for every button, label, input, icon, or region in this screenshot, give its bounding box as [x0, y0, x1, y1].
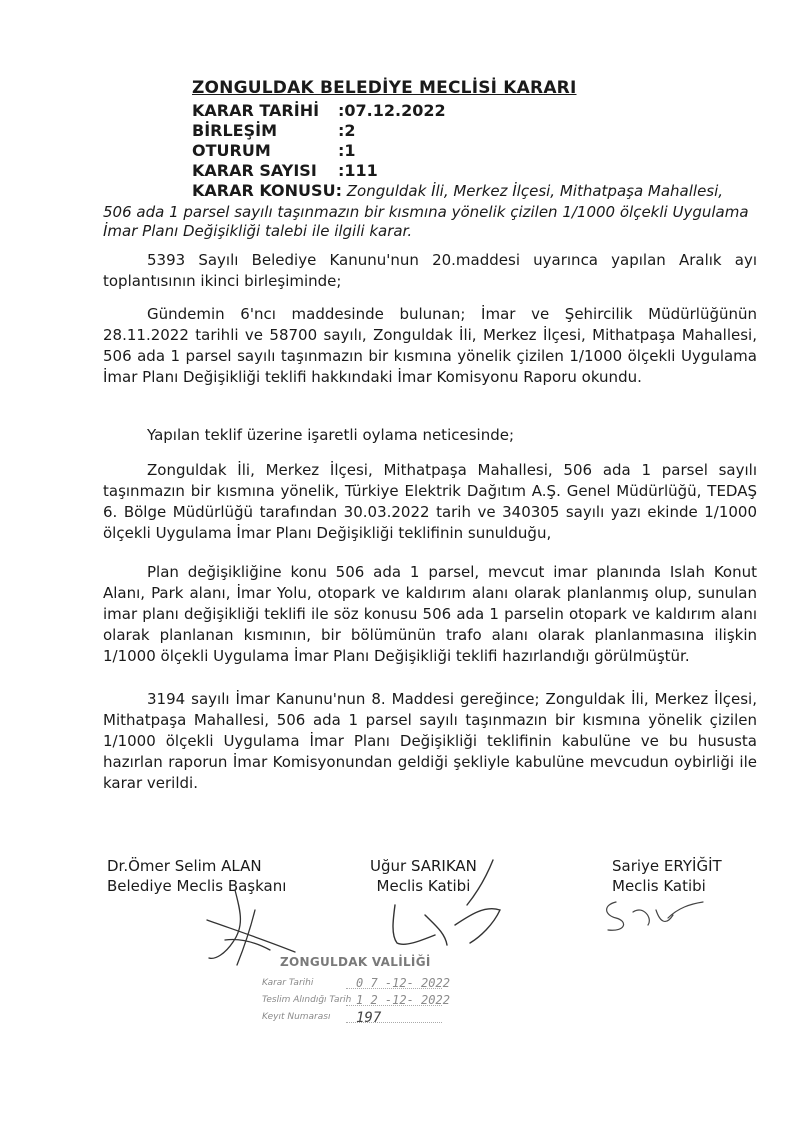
decision-topic-key: KARAR KONUSU	[192, 181, 336, 200]
handwritten-signature-clerk-2	[598, 890, 708, 940]
header-colon: :	[338, 161, 345, 180]
signatory-role: Meclis Katibi	[612, 877, 706, 895]
handwritten-signature-clerk-1	[375, 855, 515, 955]
header-row-decision-date	[192, 101, 446, 120]
header-value: 111	[344, 161, 378, 180]
decision-topic-colon: :	[335, 181, 342, 200]
header-row-session	[192, 121, 356, 140]
header-colon: :	[338, 121, 345, 140]
stamp-row-record-number	[258, 1009, 458, 1026]
paragraph: 5393 Sayılı Belediye Kanunu'nun 20.maddesi uyarınca yapılan Aralık ayı toplantısının ikinci birleşiminde;	[103, 251, 757, 290]
paragraph: Yapılan teklif üzerine işaretli oylama neticesinde;	[147, 426, 515, 444]
signatory-role: Belediye Meclis Başkanı	[107, 877, 287, 895]
header-colon: :	[338, 101, 345, 120]
header-row-sitting	[192, 141, 356, 160]
stamp-value: 1 2 -12- 2022	[356, 993, 450, 1007]
stamp-value: 197	[356, 1010, 382, 1026]
stamp-label: Karar Tarihi	[262, 978, 314, 988]
stamp-label: Teslim Alındığı Tarih	[262, 995, 352, 1005]
stamp-value: 0 7 -12- 2022	[356, 976, 450, 990]
stamp-label: Keyıt Numarası	[262, 1012, 331, 1022]
stamp-row-received-date	[258, 992, 458, 1009]
paragraph: Gündemin 6'ncı maddesinde bulunan; İmar ve Şehircilik Müdürlüğünün 28.11.2022 tarihli ve 58700 sayılı, Zonguldak İli, Merkez İlçesi, Mithatpaşa Mahallesi, 506 ada 1 parsel sayılı taşınmazın bir kısmına yönelik çizilen 1/1000 ölçekli Uygulama İmar Planı Değişikliği teklifi hakkındaki İmar Komisyonu Raporu okundu.	[103, 305, 757, 386]
paragraph: Plan değişikliğine konu 506 ada 1 parsel, mevcut imar planında Islah Konut Alanı, Park alanı, İmar Yolu, otopark ve kaldırım alanı olarak planlanmış olup, sunulan imar planı değişikliği teklifi ile söz konusu 506 ada 1 parselin otopark ve kaldırım alanı olarak planlanan kısmının, bir bölümünün trafo alanı olarak planlanmasına ilişkin 1/1000 ölçekli Uygulama İmar Planı Değişikliği teklifi hazırlandığı görülmüştür.	[103, 563, 757, 665]
header-value: 1	[344, 141, 356, 160]
decision-topic-line	[192, 181, 723, 200]
paragraph: 3194 sayılı İmar Kanunu'nun 8. Maddesi gereğince; Zonguldak İli, Merkez İlçesi, Mithatpaşa Mahallesi, 506 ada 1 parsel sayılı taşınmazın bir kısmına yönelik çizilen 1/1000 ölçekli Uygulama İmar Planı Değişikliği teklifinin kabulüne ve bu hususta hazırlan raporun İmar Komisyonundan geldiği şekliyle kabulüne mevcudun oybirliği ile karar verildi.	[103, 690, 757, 792]
header-key: OTURUM	[192, 141, 271, 160]
signatory-role: Meclis Katibi	[376, 877, 471, 895]
header-key: BİRLEŞİM	[192, 121, 277, 140]
document-title: ZONGULDAK BELEDİYE MECLİSİ KARARI	[192, 78, 577, 98]
stamp-title: ZONGULDAK VALİLİĞİ	[280, 955, 431, 969]
header-value: 07.12.2022	[344, 101, 446, 120]
signatory-name: Dr.Ömer Selim ALAN	[107, 857, 262, 875]
stamp-row-decision-date	[258, 975, 458, 992]
header-key: KARAR TARİHİ	[192, 101, 320, 120]
signatory-name: Uğur SARIKAN	[370, 857, 477, 875]
header-value: 2	[344, 121, 356, 140]
paragraph: Zonguldak İli, Merkez İlçesi, Mithatpaşa Mahallesi, 506 ada 1 parsel sayılı taşınmazın bir kısmına yönelik, Türkiye Elektrik Dağıtım A.Ş. Genel Müdürlüğü, TEDAŞ 6. Bölge Müdürlüğü tarafından 30.03.2022 tarih ve 340305 sayılı yazı ekinde 1/1000 ölçekli Uygulama İmar Planı Değişikliği teklifinin sunulduğu,	[103, 461, 757, 542]
header-key: KARAR SAYISI	[192, 161, 317, 180]
decision-topic-continuation: 506 ada 1 parsel sayılı taşınmazın bir kısmına yönelik çizilen 1/1000 ölçekli Uygulama İmar Planı Değişikliği talebi ile ilgili karar.	[103, 203, 749, 240]
decision-topic-first-line: Zonguldak İli, Merkez İlçesi, Mithatpaşa Mahallesi,	[346, 182, 724, 200]
header-colon: :	[338, 141, 345, 160]
header-row-decision-number	[192, 161, 378, 180]
governorship-receipt-stamp	[258, 955, 458, 1026]
signatory-name: Sariye ERYİĞİT	[612, 857, 722, 875]
